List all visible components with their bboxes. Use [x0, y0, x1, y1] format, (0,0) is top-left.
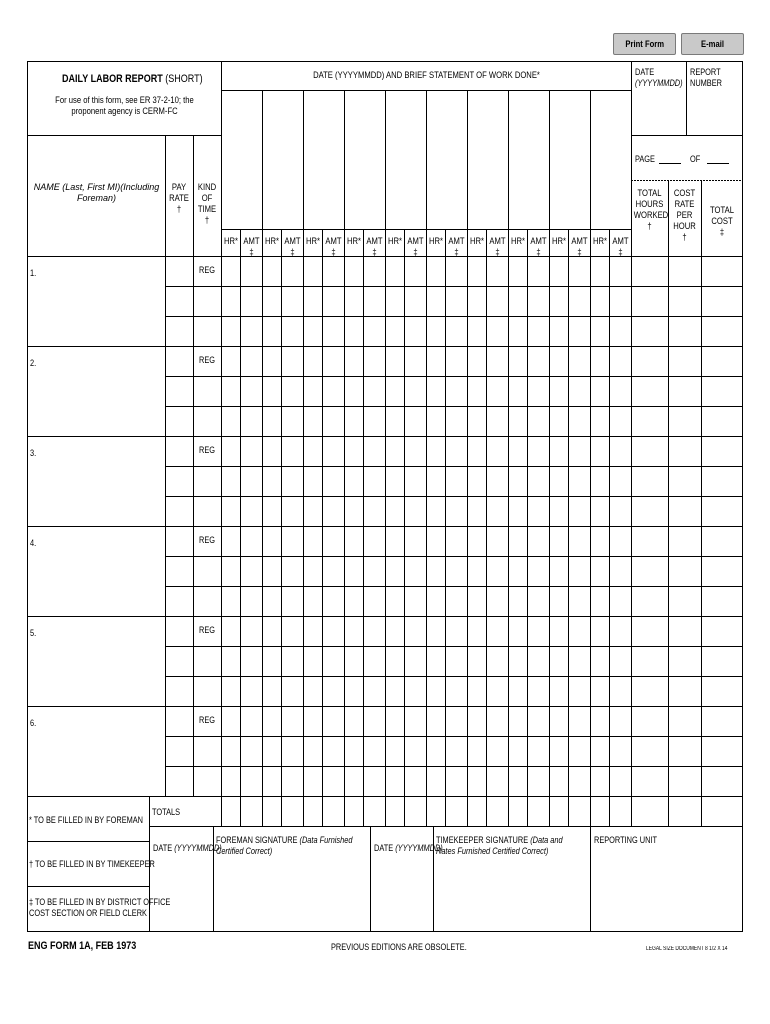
legend-foreman: * TO BE FILLED IN BY FOREMAN — [29, 815, 144, 825]
kind-of-time-reg: REG — [199, 715, 216, 725]
footer-date-label: DATE (YYYYMMDD) — [374, 843, 443, 853]
row-number: 6. — [30, 718, 37, 728]
row-number: 3. — [30, 448, 37, 458]
totals-label: TOTALS — [152, 807, 181, 817]
email-button[interactable]: E-mail — [681, 33, 744, 55]
legend-timekeeper: † TO BE FILLED IN BY TIMEKEEPER — [29, 859, 155, 869]
hr-header: HR* — [510, 236, 526, 246]
amt-header: AMT ‡ — [366, 236, 383, 257]
amt-header: AMT ‡ — [571, 236, 588, 257]
hr-header: HR* — [428, 236, 444, 246]
reporting-unit-label: REPORTING UNIT — [594, 835, 658, 845]
page-of-label: OF — [690, 154, 701, 164]
total-hours-header: TOTAL HOURS WORKED † — [633, 188, 669, 231]
name-column-header: NAME (Last, First MI)(Including Foreman) — [33, 182, 160, 203]
form-title: DAILY LABOR REPORT (SHORT) — [62, 73, 203, 85]
kind-of-time-reg: REG — [199, 355, 216, 365]
page-label: PAGE — [635, 154, 655, 164]
report-number-label-1: REPORT — [690, 67, 721, 77]
row-number: 4. — [30, 538, 37, 548]
hr-header: HR* — [469, 236, 485, 246]
print-form-button[interactable]: Print Form — [613, 33, 676, 55]
amt-header: AMT ‡ — [448, 236, 465, 257]
kind-of-time-reg: REG — [199, 535, 216, 545]
amt-header: AMT ‡ — [489, 236, 506, 257]
hr-header: HR* — [387, 236, 403, 246]
footer-date-label: DATE (YYYYMMDD) — [153, 843, 222, 853]
amt-header: AMT ‡ — [243, 236, 260, 257]
hr-header: HR* — [305, 236, 321, 246]
cost-rate-header: COST RATE PER HOUR † — [673, 188, 696, 242]
form-id: ENG FORM 1A, FEB 1973 — [28, 940, 137, 952]
report-number-label-2: NUMBER — [690, 78, 722, 88]
pay-rate-header: PAY RATE † — [169, 182, 189, 214]
form-usage-note: For use of this form, see ER 37-2-10; the proponent agency is CERM-FC — [55, 95, 194, 116]
amt-header: AMT ‡ — [407, 236, 424, 257]
legend-district-1: ‡ TO BE FILLED IN BY DISTRICT OFFICE — [29, 897, 171, 907]
kind-of-time-reg: REG — [199, 265, 216, 275]
hr-header: HR* — [346, 236, 362, 246]
amt-header: AMT ‡ — [325, 236, 342, 257]
legal-size-note: LEGAL SIZE DOCUMENT 8 1/2 X 14 — [646, 946, 728, 952]
hr-header: HR* — [264, 236, 280, 246]
kind-of-time-reg: REG — [199, 445, 216, 455]
timekeeper-signature-label: TIMEKEEPER SIGNATURE (Data and Rates Furnished Certified Correct) — [436, 835, 563, 856]
row-number: 1. — [30, 268, 37, 278]
row-number: 5. — [30, 628, 37, 638]
hr-header: HR* — [592, 236, 608, 246]
kind-of-time-header: KIND OF TIME † — [197, 182, 217, 225]
hr-header: HR* — [223, 236, 239, 246]
amt-header: AMT ‡ — [530, 236, 547, 257]
total-cost-header: TOTAL COST ‡ — [710, 205, 734, 237]
report-date-format: (YYYYMMDD) — [635, 78, 683, 88]
row-number: 2. — [30, 358, 37, 368]
report-date-label: DATE — [635, 67, 655, 77]
date-statement-header: DATE (YYYYMMDD) AND BRIEF STATEMENT OF WORK DONE* — [313, 70, 540, 80]
amt-header: AMT ‡ — [284, 236, 301, 257]
hr-header: HR* — [551, 236, 567, 246]
legend-district-2: COST SECTION OR FIELD CLERK — [29, 908, 147, 918]
amt-header: AMT ‡ — [612, 236, 629, 257]
obsolete-notice: PREVIOUS EDITIONS ARE OBSOLETE. — [331, 942, 467, 952]
kind-of-time-reg: REG — [199, 625, 216, 635]
foreman-signature-label: FOREMAN SIGNATURE (Data Furnished Certified Correct) — [216, 835, 353, 856]
